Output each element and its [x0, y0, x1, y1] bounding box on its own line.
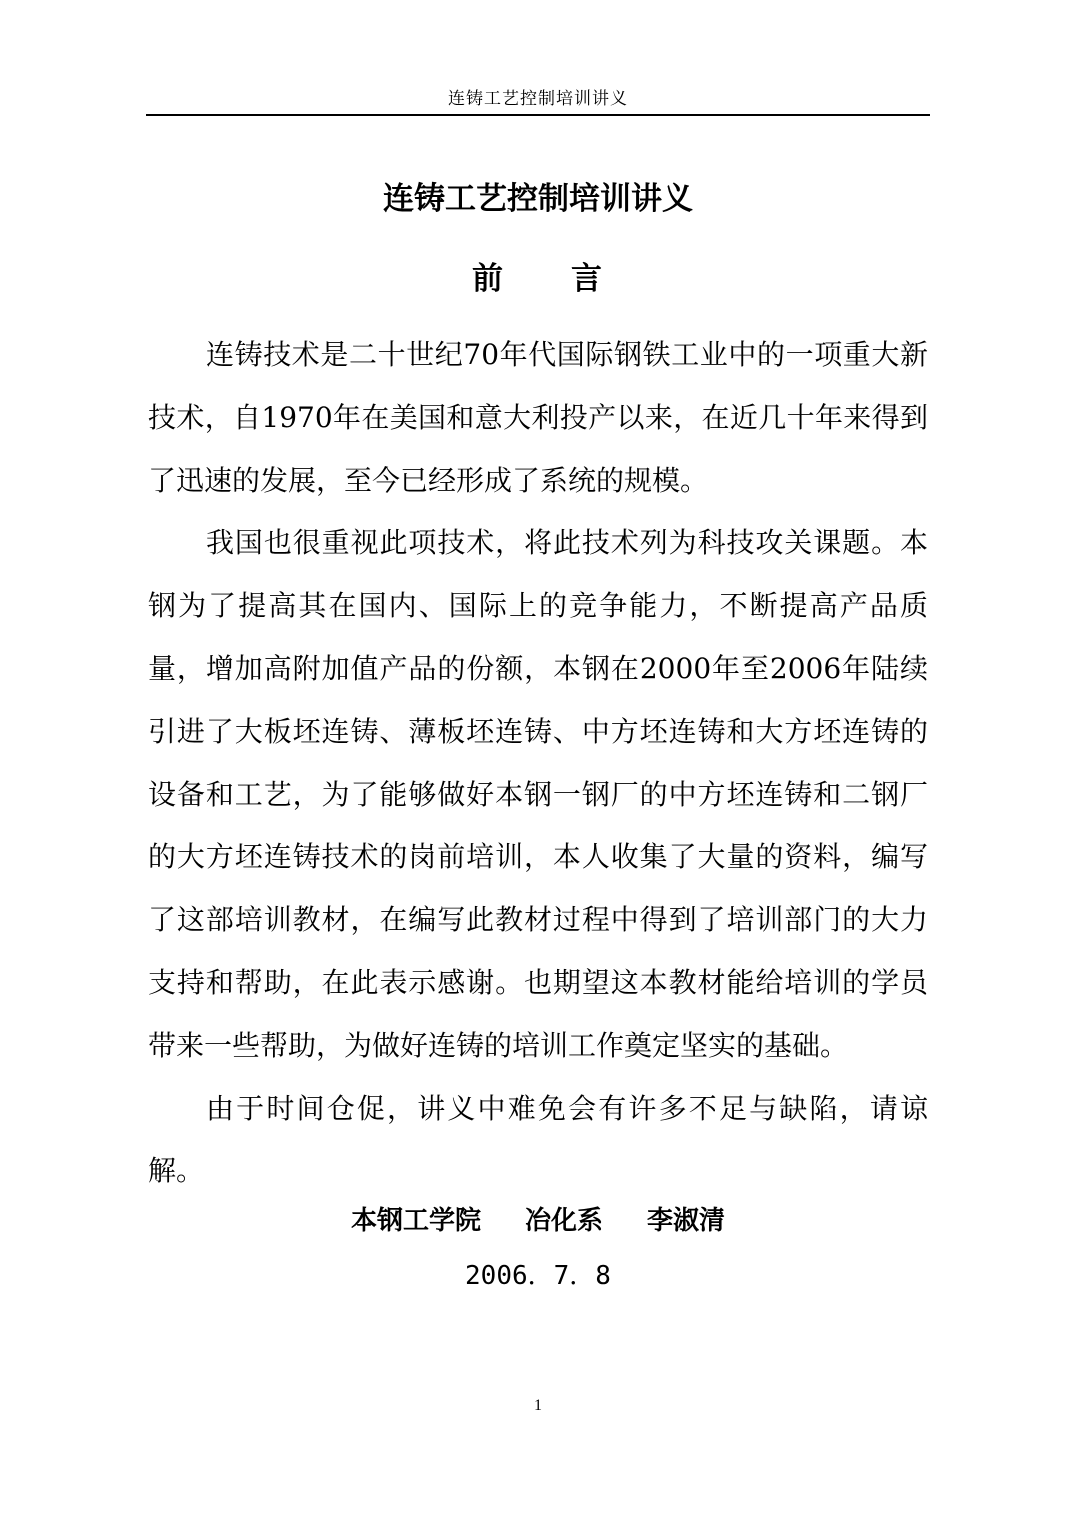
running-header: 连铸工艺控制培训讲义	[448, 89, 628, 109]
paragraph-2: 我国也很重视此项技术，将此技术列为科技攻关课题。本钢为了提高其在国内、国际上的竞争能力，不断提高产品质量，增加高附加值产品的份额，本钢在2000年至2006年陆续引进了大板坯连铸、薄板坯连铸、中方坯连铸和大方坯连铸的设备和工艺，为了能够做好本钢一钢厂的中方坯连铸和二钢厂的大方坯连铸技术的岗前培训，本人收集了大量的资料，编写了这部培训教材，在编写此教材过程中得到了培训部门的大力支持和帮助，在此表示感谢。也期望这本教材能给培训的学员带来一些帮助，为做好连铸的培训工作奠定坚实的基础。	[148, 526, 928, 1062]
header-divider	[146, 114, 930, 116]
preface-body	[148, 324, 928, 1203]
signature-author: 李淑清	[647, 1206, 726, 1236]
paragraph-1: 连铸技术是二十世纪70年代国际钢铁工业中的一项重大新技术，自1970年在美国和意大利投产以来，在近几十年来得到了迅速的发展，至今已经形成了系统的规模。	[148, 338, 928, 497]
signature-institution: 本钢工学院	[350, 1206, 481, 1236]
page-number: 1	[534, 1397, 542, 1414]
signature-department: 冶化系	[524, 1206, 603, 1236]
signature-line	[146, 1200, 930, 1242]
document-title: 连铸工艺控制培训讲义	[383, 181, 693, 217]
paragraph-3: 由于时间仓促，讲义中难免会有许多不足与缺陷，请谅解。	[148, 1091, 928, 1188]
document-date: 2006．7．8	[465, 1261, 611, 1291]
section-title-preface: 前 言	[472, 261, 604, 297]
